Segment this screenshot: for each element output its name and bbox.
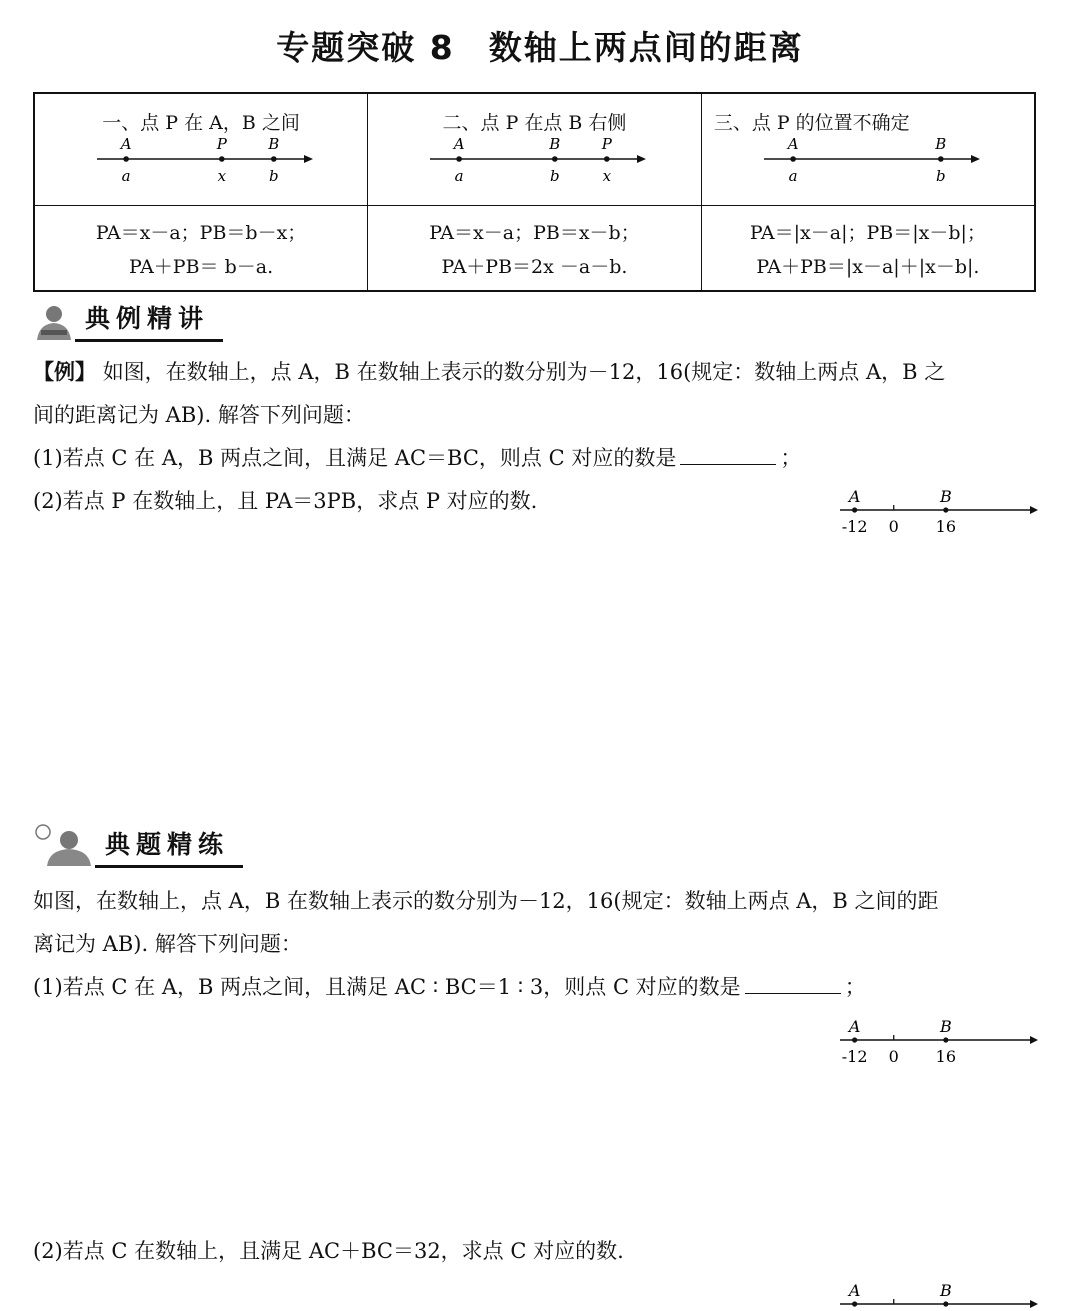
point-label: P (601, 135, 613, 153)
tick-label: 0 (888, 1047, 899, 1066)
tick-label: -12 (841, 1047, 868, 1066)
student-reading-icon (33, 302, 75, 342)
practice-intro-1: 如图，在数轴上，点 A，B 在数轴上表示的数分别为－12，16(规定：数轴上两点 A，B 之间的距 (33, 889, 939, 913)
point-dot (943, 507, 948, 512)
axis-arrow-icon (1030, 1036, 1038, 1044)
point-value: a (454, 167, 464, 185)
practice-intro-2: 离记为 AB). 解答下列问题： (33, 932, 302, 956)
cases-table (33, 92, 1036, 292)
example-q2: (2)若点 P 在数轴上，且 PA＝3PB，求点 P 对应的数. (33, 489, 538, 513)
section-2-title: 典题精练 (95, 829, 243, 868)
practice-q1: (1)若点 C 在 A，B 两点之间，且满足 AC ∶ BC＝1 ∶ 3，则点 C 对应的数是 (33, 975, 741, 999)
case-1-formula-cell (34, 205, 368, 291)
case-1-title: 一、点 P 在 A，B 之间 (102, 112, 300, 134)
section-1-title: 典例精讲 (75, 303, 223, 342)
point-dot (852, 1037, 857, 1042)
practice-paragraph (33, 880, 1043, 1009)
point-dot (852, 507, 857, 512)
point-value: a (788, 167, 798, 185)
point-value: x (217, 167, 227, 185)
point-label: B (939, 487, 952, 506)
practice-q2: (2)若点 C 在数轴上，且满足 AC＋BC＝32，求点 C 对应的数. (33, 1239, 624, 1263)
example-intro-1: 如图，在数轴上，点 A，B 在数轴上表示的数分别为－12，16(规定：数轴上两点 A，B 之 (102, 360, 946, 384)
point-label: B (935, 135, 947, 153)
student-thinking-icon (33, 822, 95, 868)
practice-number-line-2 (836, 1278, 1040, 1311)
point-dot (219, 156, 225, 162)
point-dot (852, 1301, 857, 1306)
case-2-formula-cell (368, 205, 702, 291)
point-label: A (453, 135, 465, 153)
axis-arrow-icon (637, 155, 646, 163)
case-1-number-line (35, 135, 365, 187)
point-dot (456, 156, 462, 162)
practice-q1-answer-blank[interactable] (745, 971, 841, 994)
case-2-number-line (368, 135, 698, 187)
tick-label: 0 (888, 517, 899, 536)
title-main: 专题突破 8 (276, 28, 455, 67)
case-3-formula-line1: PA＝|x－a|；PB＝|x－b|； (749, 221, 986, 244)
point-dot (790, 156, 796, 162)
point-dot (271, 156, 277, 162)
case-2-title: 二、点 P 在点 B 右侧 (442, 112, 627, 134)
point-dot (943, 1301, 948, 1306)
axis-arrow-icon (1030, 1300, 1038, 1308)
point-value: a (121, 167, 131, 185)
point-label: B (939, 1017, 952, 1036)
point-label: A (120, 135, 132, 153)
case-1-formula-line2: PA＋PB＝ b－a. (129, 255, 274, 278)
point-label: A (848, 1017, 861, 1036)
point-label: A (848, 1281, 861, 1300)
example-intro-2: 间的距离记为 AB). 解答下列问题： (33, 403, 365, 427)
example-q1: (1)若点 C 在 A，B 两点之间，且满足 AC＝BC，则点 C 对应的数是 (33, 446, 677, 470)
point-dot (943, 1037, 948, 1042)
point-label: B (939, 1281, 952, 1300)
point-value: x (602, 167, 612, 185)
practice-number-line-1 (836, 1014, 1040, 1072)
practice-q1-end: ； (844, 975, 866, 999)
tick-label: 16 (935, 517, 957, 536)
point-label: A (848, 487, 861, 506)
section-1-heading (33, 300, 223, 342)
case-2-formula-line2: PA＋PB＝2x －a－b. (441, 255, 628, 278)
example-q1-answer-blank[interactable] (680, 442, 776, 465)
case-1-diagram-cell (34, 93, 368, 205)
point-value: b (268, 167, 279, 185)
case-3-diagram-cell (701, 93, 1035, 205)
case-3-formula-line2: PA＋PB＝|x－a|＋|x－b|. (756, 255, 980, 278)
point-label: P (216, 135, 227, 153)
point-value: b (935, 167, 946, 185)
tick-label: -12 (841, 517, 868, 536)
page-title (0, 22, 1080, 69)
case-2-diagram-cell (368, 93, 702, 205)
example-q1-end: ； (780, 446, 802, 470)
axis-arrow-icon (971, 155, 980, 163)
point-dot (123, 156, 129, 162)
point-dot (604, 156, 610, 162)
example-tag: 【例】 (33, 359, 96, 384)
point-label: A (787, 135, 799, 153)
example-number-line (836, 484, 1040, 542)
point-label: B (268, 135, 280, 153)
title-sub: 数轴上两点间的距离 (488, 28, 804, 67)
point-dot (938, 156, 944, 162)
case-2-formula-line1: PA＝x－a；PB＝x－b； (429, 221, 640, 244)
point-value: b (550, 167, 560, 185)
case-3-formula-cell (701, 205, 1035, 291)
case-1-formula-line1: PA＝x－a；PB＝b－x； (95, 221, 307, 244)
point-dot (552, 156, 558, 162)
case-3-number-line (702, 135, 1040, 187)
tick-label: 16 (935, 1047, 957, 1066)
axis-arrow-icon (1030, 506, 1038, 514)
section-2-heading (33, 826, 243, 868)
case-3-title: 三、点 P 的位置不确定 (713, 112, 910, 134)
point-label: B (549, 135, 561, 153)
axis-arrow-icon (304, 155, 313, 163)
